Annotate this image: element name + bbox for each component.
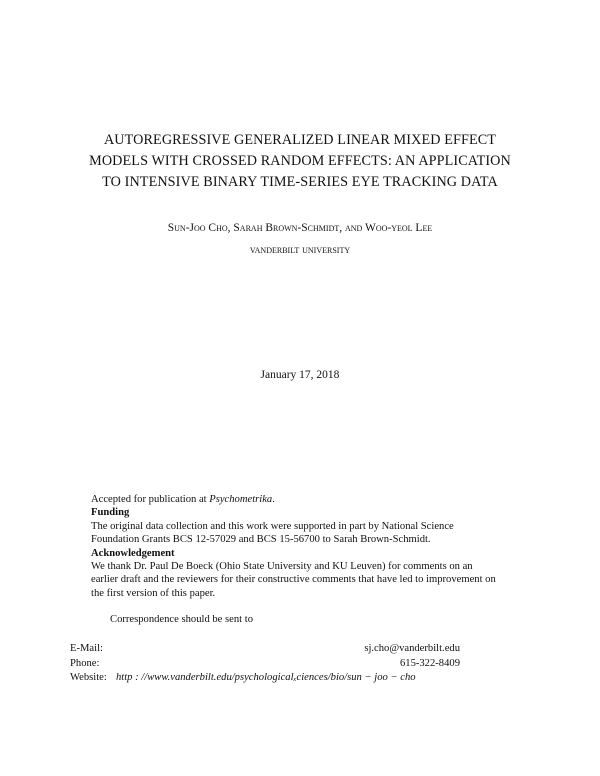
- email-label: E-Mail:: [70, 643, 103, 654]
- front-matter-notes: [91, 493, 531, 600]
- acknowledgement-text-line-3: the first version of this paper.: [91, 587, 216, 599]
- paper-date: January 17, 2018: [260, 369, 340, 381]
- acceptance-note: [91, 493, 531, 506]
- phone-label: Phone:: [70, 657, 100, 669]
- contact-block: [70, 642, 460, 686]
- author-list: Sun-Joo Cho, Sarah Brown-Schmidt, and Woo-yeol Lee: [167, 222, 433, 234]
- title-line-1: AUTOREGRESSIVE GENERALIZED LINEAR MIXED EFFECT: [103, 132, 497, 148]
- funding-heading: Funding: [91, 507, 130, 519]
- email-address[interactable]: sj.cho@vanderbilt.edu: [364, 643, 460, 654]
- title-line-3: TO INTENSIVE BINARY TIME-SERIES EYE TRACKING DATA: [102, 174, 498, 190]
- acknowledgement-text-line-2: earlier draft and the reviewers for their constructive comments that have led to improvement on: [91, 574, 496, 586]
- email-row: [70, 642, 460, 657]
- phone-row: [70, 657, 460, 672]
- funding-text-line-1: The original data collection and this work were supported in part by National Science: [91, 520, 454, 532]
- acknowledgement-text-line-1: We thank Dr. Paul De Boeck (Ohio State University and KU Leuven) for comments on an: [91, 561, 473, 573]
- title-line-2: MODELS WITH CROSSED RANDOM EFFECTS: AN APPLICATION: [89, 153, 511, 169]
- website-url[interactable]: http : //www.vanderbilt.edu/psychologicalₓciences/bio/sun − joo − cho: [116, 672, 416, 684]
- journal-name: Psychometrika: [209, 494, 273, 505]
- website-label: Website:: [70, 672, 107, 684]
- correspondence-note: Correspondence should be sent to: [110, 614, 253, 625]
- affiliation: vanderbilt university: [249, 244, 351, 256]
- paper-title: [60, 130, 540, 193]
- website-row: [70, 671, 460, 686]
- accepted-suffix: .: [272, 494, 275, 505]
- phone-number: 615-322-8409: [399, 657, 460, 669]
- acknowledgement-heading: Acknowledgement: [91, 547, 175, 559]
- accepted-prefix: Accepted for publication at: [91, 494, 210, 505]
- funding-text-line-2: Foundation Grants BCS 12-57029 and BCS 15-56700 to Sarah Brown-Schmidt.: [91, 534, 431, 546]
